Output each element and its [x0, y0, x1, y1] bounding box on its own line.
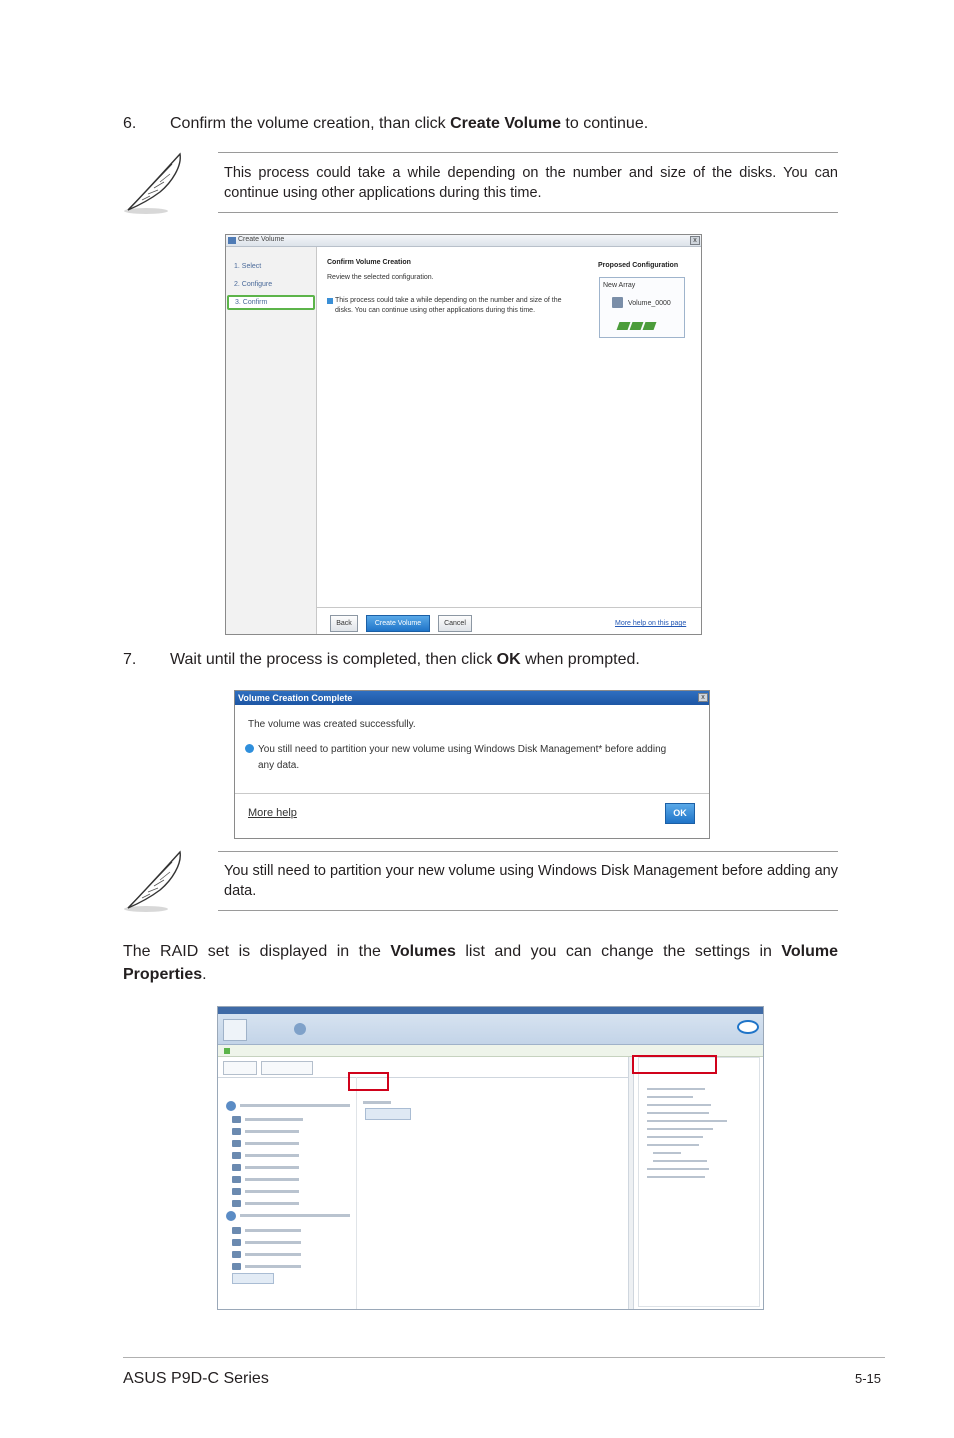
bold-term: Volumes [390, 943, 456, 960]
raid-set-paragraph: The RAID set is displayed in the Volumes list and you can change the settings in Volume Properties. [123, 943, 838, 983]
confirm-heading: Confirm Volume Creation [327, 259, 411, 266]
button-bar-divider [317, 607, 702, 608]
wizard-step-configure[interactable]: 2. Configure [234, 281, 273, 288]
info-line-1: This process could take a while depending on the number and size of the [335, 297, 562, 304]
disk-row[interactable] [232, 1263, 352, 1271]
close-icon[interactable]: x [690, 236, 700, 245]
footer-series: ASUS P9D-C Series [123, 1370, 269, 1387]
page-number: 5-15 [855, 1371, 882, 1386]
more-help-link[interactable]: More help [248, 807, 297, 819]
info-icon [327, 298, 333, 304]
volumes-highlight-box [348, 1072, 389, 1091]
step-text: Confirm the volume creation, than click Create Volume to continue. [170, 115, 649, 132]
step-text: Wait until the process is completed, then click OK when prompted. [170, 651, 640, 668]
more-help-link[interactable]: More help on this page [615, 620, 687, 627]
step-7 [0, 650, 954, 670]
note-rule-bottom [218, 212, 838, 213]
window-title: Create Volume [238, 236, 285, 243]
disk-row[interactable] [232, 1239, 352, 1247]
disk-row[interactable] [232, 1188, 352, 1196]
volume-tile[interactable] [365, 1108, 411, 1120]
close-icon[interactable]: x [698, 693, 708, 702]
proposed-config-box [599, 277, 685, 338]
disk-row-selected[interactable] [232, 1273, 274, 1284]
app-icon [228, 237, 236, 244]
note-rule-top [218, 152, 838, 153]
disk-row[interactable] [232, 1140, 352, 1148]
status-ok-icon [224, 1048, 230, 1054]
note-text: This process could take a while depending on the number and size of the disks. You can continue using other applications during this time. [224, 165, 838, 201]
footer-rule [123, 1357, 885, 1358]
dialog-title: Volume Creation Complete [238, 693, 353, 703]
info-line-2: disks. You can continue using other applications during this time. [335, 307, 536, 314]
volume-complete-dialog [234, 690, 710, 839]
partition-message: You still need to partition your new volume using Windows Disk Management* before adding [258, 744, 667, 755]
wizard-step-select[interactable]: 1. Select [234, 263, 262, 270]
note-feather-icon [120, 150, 190, 216]
wizard-step-confirm[interactable]: 3. Confirm [227, 295, 315, 310]
rst-toolbar [218, 1007, 763, 1045]
confirm-subheading: Review the selected configuration. [327, 274, 434, 281]
volume-properties-pane [638, 1057, 760, 1307]
disk-row[interactable] [232, 1116, 352, 1124]
array-label [363, 1101, 391, 1104]
wizard-steps-panel [226, 247, 317, 634]
rescan-button[interactable] [223, 1061, 257, 1075]
intel-logo-icon [737, 1020, 759, 1034]
note-feather-icon [120, 848, 190, 914]
controller-label [240, 1104, 350, 1107]
step-number: 7. [123, 651, 137, 668]
preferences-button[interactable] [254, 1019, 278, 1041]
step-number: 6. [123, 115, 137, 132]
dialog-divider [235, 793, 710, 794]
create-volume-button[interactable]: Create Volume [366, 615, 430, 632]
volume-icon [612, 297, 623, 308]
success-message: The volume was created successfully. [248, 719, 416, 730]
array-name: New Array [603, 282, 636, 289]
disk-row[interactable] [232, 1200, 352, 1208]
ok-button[interactable]: OK [665, 803, 695, 824]
note-text: You still need to partition your new volume using Windows Disk Management before adding any data. [224, 863, 838, 899]
help-icon[interactable] [294, 1023, 306, 1035]
bold-term: Create Volume [450, 115, 561, 132]
create-volume-screenshot [225, 234, 702, 635]
info-icon [245, 744, 254, 753]
disk-row[interactable] [232, 1164, 352, 1172]
home-button[interactable] [223, 1019, 247, 1041]
pane-splitter[interactable] [628, 1057, 634, 1310]
step-6 [0, 114, 954, 134]
disk-row[interactable] [232, 1176, 352, 1184]
controller-icon [226, 1211, 236, 1221]
disk-row[interactable] [232, 1227, 352, 1235]
window-title-bar [226, 235, 701, 247]
controller-icon [226, 1101, 236, 1111]
pane-divider [218, 1077, 631, 1078]
devices-volumes-divider [356, 1077, 357, 1310]
bold-term: Volume Properties [123, 943, 838, 983]
disk-stripe-icon [618, 322, 656, 330]
bold-term: OK [496, 651, 521, 668]
cancel-button[interactable]: Cancel [438, 615, 472, 632]
partition-message-cont: any data. [258, 760, 300, 771]
disk-row[interactable] [232, 1251, 352, 1259]
back-button[interactable]: Back [330, 615, 358, 632]
create-volume-toolbar-button[interactable] [261, 1061, 313, 1075]
volume-name: Volume_0000 [628, 300, 671, 307]
dialog-title-bar [235, 691, 709, 705]
rst-title-bar [218, 1007, 763, 1014]
proposed-config-title: Proposed Configuration [598, 262, 679, 269]
controller-label [240, 1214, 350, 1217]
rst-main-screenshot [217, 1006, 764, 1310]
disk-row[interactable] [232, 1128, 352, 1136]
volume-properties-highlight-box [632, 1055, 717, 1074]
note-rule-top [218, 851, 838, 852]
disk-row[interactable] [232, 1152, 352, 1160]
note-rule-bottom [218, 910, 838, 911]
